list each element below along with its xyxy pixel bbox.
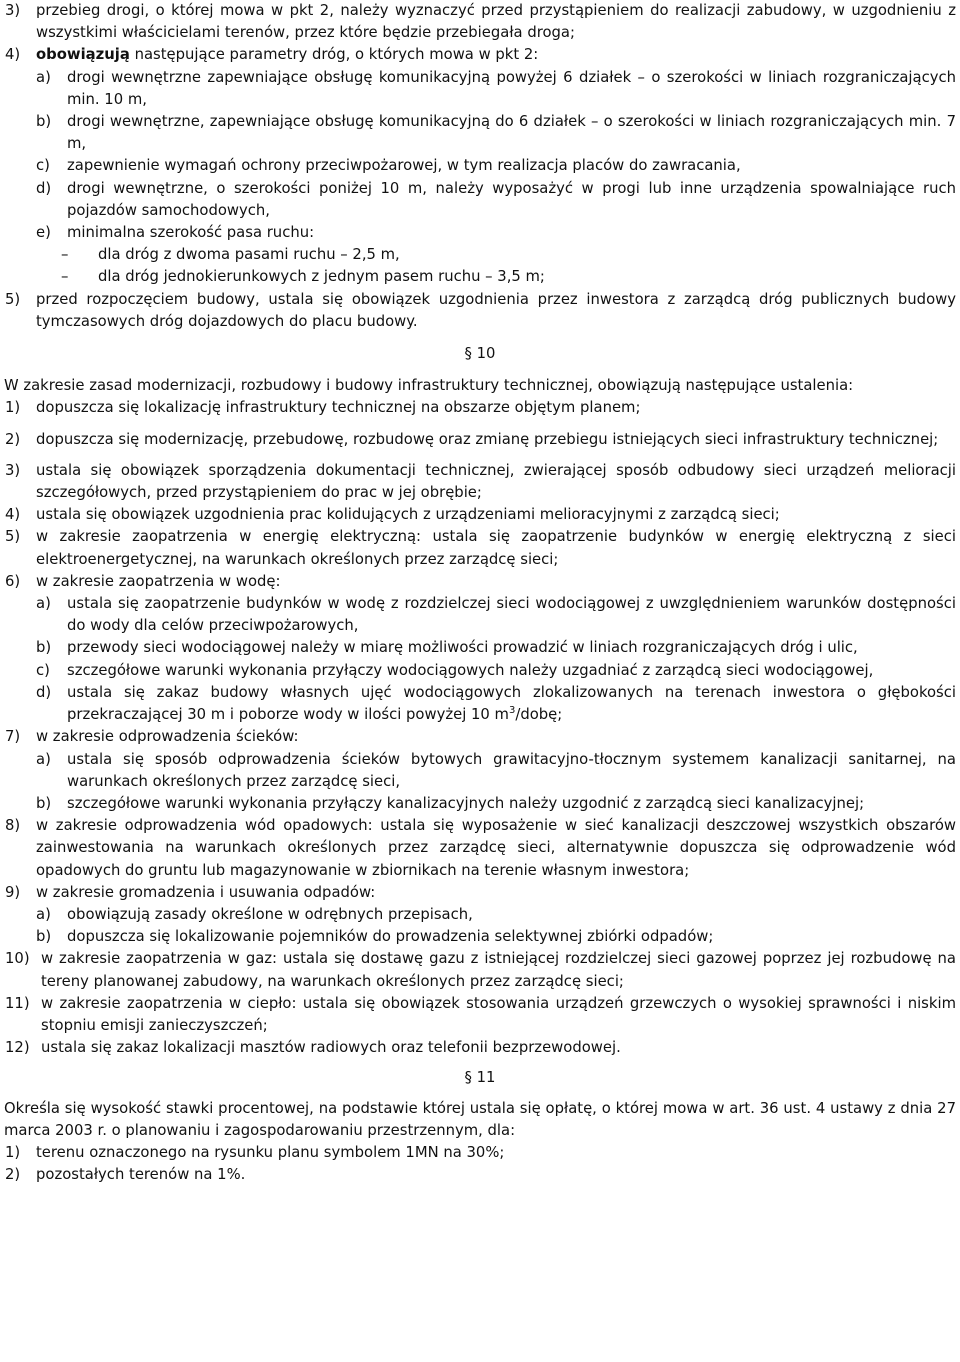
list-item [5,571,956,593]
list-item [5,815,956,882]
item-text: drogi wewnętrzne, zapewniające obsługę komunikacyjną do 6 działek – o szerokości w liniach rozgraniczających min. 7 m, [67,113,956,153]
list-item [36,904,956,926]
list-item [36,793,956,815]
item-number: 3) [5,2,21,19]
item-text: w zakresie zaopatrzenia w gaz: ustala się dostawę gazu z istniejącej rozdzielczej sieci gazowej poprzez jej rozbudowę na tereny planowanej zabudowy, na warunkach określonych przez zarządcę sieci; [41,950,956,990]
item-text: drogi wewnętrzne, o szerokości poniżej 10 m, należy wyposażyć w progi lub inne urządzenia spowalniające ruch pojazdów samochodowych, [67,179,956,219]
item-letter: a) [36,595,51,613]
list-item [5,397,956,419]
list-item [5,882,956,904]
item-text: w zakresie odprowadzenia ścieków: [36,728,299,746]
list-item [5,726,956,748]
item-number: 5) [5,528,21,546]
list-item [36,593,956,637]
item-letter: e) [36,224,51,242]
list-item [5,460,956,504]
item-letter: d) [36,179,52,197]
superscript: 3 [508,705,516,717]
item-text: dopuszcza się modernizację, przebudowę, rozbudowę oraz zmianę przebiegu istniejących sieci infrastruktury technicznej; [36,430,939,448]
bold-term: obowiązują [36,46,130,64]
item-text: ustala się zaopatrzenie budynków w wodę z rozdzielczej sieci wodociągowej z uwzględnieniem warunków dostępności do wody dla celów przeciwpożarowych, [67,595,956,635]
item-letter: a) [36,68,51,86]
item-number: 4) [5,46,21,64]
item-text: obowiązują zasady określone w odrębnych przepisach, [67,905,473,923]
item-text: przed rozpoczęciem budowy, ustala się obowiązek uzgodnienia przez inwestora z zarządcą dróg publicznych budowy tymczasowych dróg dojazdowych do placu budowy. [36,290,956,330]
item-number: 3) [5,461,21,479]
list-item [5,429,956,451]
list-item [36,926,956,948]
item-text: w zakresie zaopatrzenia w energię elektryczną: ustala się zaopatrzenie budynków w energię elektryczną z sieci elektroenergetycznej, na warunkach określonych przez zarządcę sieci; [36,528,956,568]
item-number: 2) [5,430,21,448]
item-text: minimalna szerokość pasa ruchu: [67,224,315,242]
item-letter: d) [36,683,52,701]
list-item [61,244,956,266]
list-item [5,44,956,66]
list-item [5,504,956,526]
list-item [61,266,956,288]
item-text: dla dróg z dwoma pasami ruchu – 2,5 m, [98,246,400,264]
item-text: przewody sieci wodociągowej należy w miarę możliwości prowadzić w liniach rozgraniczających dróg i ulic, [67,639,858,657]
item-text: ustala się zakaz budowy własnych ujęć wodociągowych zlokalizowanych na terenach inwestora o głębokości przekraczającej 30 m i poborze wody w ilości powyżej 10 m [67,683,956,724]
item-number: 6) [5,572,21,590]
item-text: w zakresie zaopatrzenia w ciepło: ustala się obowiązek stosowania urządzeń grzewczych o wysokiej sprawności i niskim stopniu emisji zanieczyszczeń; [41,994,956,1034]
list-item [5,289,956,333]
item-number: 8) [5,817,21,835]
section-heading: § 11 [464,1069,496,1087]
section-heading: § 10 [464,345,496,363]
item-letter: a) [36,905,51,923]
item-text: przebieg drogi, o której mowa w pkt 2, należy wyznaczyć przed przystąpieniem do realizacji zabudowy, w uzgodnieniu z wszystkimi właścicielami terenów, przez które będzie przebiegała droga; [36,2,956,42]
item-number: 4) [5,506,21,524]
section-intro: W zakresie zasad modernizacji, rozbudowy i budowy infrastruktury technicznej, obowiązują następujące ustalenia: [4,377,854,395]
list-item [5,1142,956,1164]
item-text: zapewnienie wymagań ochrony przeciwpożarowej, w tym realizacja placów do zawracania, [67,157,741,175]
item-text: ustala się sposób odprowadzenia ścieków bytowych grawitacyjno-tłocznym systemem kanalizacji sanitarnej, na warunkach określonych przez zarządcę sieci, [67,750,956,790]
list-item [36,178,956,222]
item-text: drogi wewnętrzne zapewniające obsługę komunikacyjną powyżej 6 działek – o szerokości w liniach rozgraniczających min. 10 m, [67,68,956,108]
list-item [36,637,956,659]
section-intro: Określa się wysokość stawki procentowej, na podstawie której ustala się opłatę, o której mowa w art. 36 ust. 4 ustawy z dnia 27 marca 2003 r. o planowaniu i zagospodarowaniu przestrzennym, dla: [4,1099,956,1139]
item-number: 9) [5,883,21,901]
item-letter: c) [36,661,50,679]
item-dash: – [61,246,69,264]
item-text: w zakresie zaopatrzenia w wodę: [36,572,281,590]
list-item [36,660,956,682]
item-text: ustala się zakaz lokalizacji masztów radiowych oraz telefonii bezprzewodowej. [41,1039,621,1057]
item-number: 1) [5,399,21,417]
item-text: następujące parametry dróg, o których mowa w pkt 2: [129,46,539,64]
item-number: 2) [5,1166,21,1184]
item-text: dopuszcza się lokalizowanie pojemników do prowadzenia selektywnej zbiórki odpadów; [67,928,714,946]
item-text: w zakresie gromadzenia i usuwania odpadów: [36,883,376,901]
item-text: ustala się obowiązek sporządzenia dokumentacji technicznej, zwierającej sposób odbudowy sieci urządzeń melioracji szczegółowych, przed przystąpieniem do prac w jej obrębie; [36,461,956,502]
item-number: 10) [5,950,30,968]
list-item [36,155,956,177]
item-number: 5) [5,290,21,308]
item-dash: – [61,268,69,286]
list-item [36,111,956,155]
item-text: dla dróg jednokierunkowych z jednym pasem ruchu – 3,5 m; [98,268,545,286]
item-text: dopuszcza się lokalizację infrastruktury technicznej na obszarze objętym planem; [36,399,641,417]
item-number: 7) [5,728,21,746]
list-item [5,993,956,1037]
item-text: szczegółowe warunki wykonania przyłączy kanalizacyjnych należy uzgodnić z zarządcą sieci kanalizacyjnej; [67,794,865,812]
list-item [5,526,956,570]
item-letter: b) [36,113,52,131]
item-letter: a) [36,750,51,768]
item-text: terenu oznaczonego na rysunku planu symbolem 1MN na 30%; [36,1143,505,1161]
item-text: w zakresie odprowadzenia wód opadowych: ustala się wyposażenie w sieć kanalizacji deszczowej wszystkich obszarów zainwestowania na warunkach określonych przez zarządcę sieci, alternatywnie dopuszcza się odprowadzenie wód opadowych do gruntu lub magazynowanie w zbiornikach na terenie własnym inwestora; [36,817,956,879]
list-item [5,0,956,44]
item-letter: b) [36,639,52,657]
item-text: pozostałych terenów na 1%. [36,1166,246,1184]
item-text: ustala się obowiązek uzgodnienia prac kolidujących z urządzeniami melioracyjnymi z zarządcą sieci; [36,506,780,524]
list-item [5,948,956,992]
list-item [5,1164,956,1186]
item-letter: b) [36,928,52,946]
item-letter: c) [36,157,50,175]
item-number: 11) [5,994,30,1012]
list-item [36,222,956,244]
item-text: szczegółowe warunki wykonania przyłączy wodociągowych należy uzgadniać z zarządcą sieci wodociągowej, [67,661,874,679]
list-item [36,749,956,793]
item-text-tail: /dobę; [515,706,563,724]
item-number: 1) [5,1143,21,1161]
item-letter: b) [36,794,52,812]
item-number: 12) [5,1039,30,1057]
list-item [5,1037,956,1059]
list-item [36,682,956,726]
list-item [36,67,956,111]
